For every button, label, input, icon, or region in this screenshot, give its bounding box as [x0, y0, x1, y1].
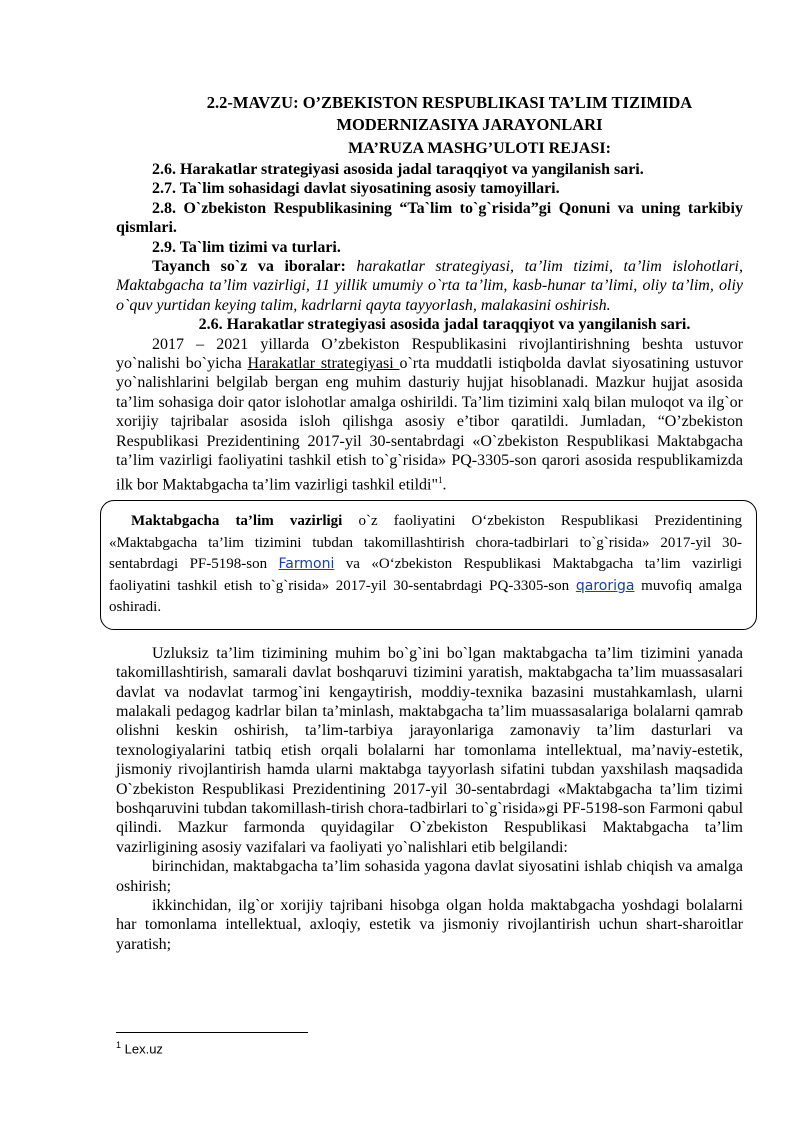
- footnote-divider: [116, 1032, 308, 1033]
- paragraph-3: birinchidan, maktabgacha ta’lim sohasida yagona davlat siyosatini ishlab chiqish va amalga oshirish;: [116, 858, 743, 895]
- footnote-ref[interactable]: 1: [438, 474, 443, 485]
- keywords-label: Tayanch so`z va iboralar:: [152, 258, 346, 276]
- info-box-bold: Maktabgacha ta’lim vazirligi: [131, 513, 343, 530]
- paragraph-2: Uzluksiz ta’lim tizimining muhim bo`g`ini bo`lgan maktabgacha ta’lim tizimini yanada takomillashtirish, samarali davlat boshqaruvi tizimini yaratish, maktabgacha ta’lim muassasalari davlat va nodavlat tarmog`ini kengaytirish, moddiy-texnika bazasini mustahkamlash, ularni malakali pedagog kadrlar bilan ta’minlash, maktabgacha ta’lim muassasalariga bolalarni qamrab olishni keskin oshirish, ta’lim-tarbiya jarayonlariga zamonaviy ta’lim dasturlari va texnologiyalarini tatbiq etish orqali bolalarni har tomonlama intellektual, ma’naviy-estetik, jismoniy rivojlantirish hamda ularni maktabga tayyorlash sifatini tubdan yaxshilash maqsadida O`zbekiston Respublikasi Prezidentining 2017-yil 30-sentabrdagi «Maktabgacha ta’lim tizimi boshqaruvini tubdan takomillash-tirish chora-tadbirlari to`g`risida»gi PF-5198-son Farmoni qabul qilindi. Mazkur farmonda quyidagilar O`zbekiston Respublikasi Maktabgacha ta’lim vazirligining asosiy vazifalari va faoliyati yo`nalishlari etib belgilandi:: [116, 644, 744, 856]
- farmoni-link[interactable]: Farmoni: [278, 556, 335, 573]
- document-title: [116, 92, 743, 136]
- paragraph-4: ikkinchidan, ilg`or xorijiy tajribani hisobga olgan holda maktabgacha yoshdagi bolalarni har tomonlama intellektual, axloqiy, estetik va jismoniy rivojlantirish uchun shart-sharoitlar yaratish;: [116, 897, 743, 953]
- section-heading: 2.6. Harakatlar strategiyasi asosida jadal taraqqiyot va yangilanish sari.: [198, 316, 691, 334]
- keywords-text: harakatlar strategiyasi, ta’lim tizimi, ta’lim islohotlari, Maktabgacha ta’lim vazirligi, 11 yillik umumiy o`rta ta’lim, kasb-hunar ta’limi, oliy ta’lim, oliy o`quv yurtidan keying talim, kadrlarni qayta tayyorlash, malakasini oshirish.: [116, 258, 744, 314]
- plan-heading: MA’RUZA MASHG’ULOTI REJASI:: [348, 140, 611, 157]
- plan-item: 2.6. Harakatlar strategiyasi asosida jadal taraqqiyot va yangilanish sari.: [152, 161, 644, 178]
- document-page: [109, 92, 744, 954]
- paragraph-1: 2017 – 2021 yillarda O’zbekiston Respublikasini rivojlantirishning beshta ustuvor yo`nalishi bo`yicha Harakatlar strategiyasi o`rta muddatli istiqbolda davlat siyosatining ustuvor yo`nalishlarini belgilab bergan eng muhim dasturiy hujjat hisoblanadi. Mazkur hujjat asosida ta’lim sohasiga doir qator islohotlar amalga oshirildi. Ta’lim tizimini xalq bilan muloqot va ilg`or xorijiy tajribalar asosida isloh qilishga asosiy e’tibor qaratildi. Jumladan, “O’zbekiston Respublikasi Prezidentining 2017-yil 30-sentabrdagi «O`zbekiston Respublikasi Maktabgacha ta’lim vazirligi faoliyatini tashkil etish to`g`risida» PQ-3305-son qarori asosida respublikamizda ilk bor Maktabgacha ta’lim vazirligi tashkil etildi"$^1$.: [116, 335, 743, 493]
- plan-item: 2.9. Ta`lim tizimi va turlari.: [152, 238, 341, 256]
- plan-item: 2.7. Ta`lim sohasidagi davlat siyosatining asosiy tamoyillari.: [152, 180, 560, 198]
- qaroriga-link[interactable]: qaroriga: [575, 577, 635, 594]
- info-box: [100, 500, 757, 630]
- harakatlar-strategiyasi-link[interactable]: Harakatlar strategiyasi: [247, 355, 400, 373]
- plan-item: 2.8. O`zbekiston Respublikasining “Ta`lim to`g`risida”gi Qonuni va uning tarkibiy qismlari.: [116, 199, 743, 237]
- info-box-text: Maktabgacha ta’lim vazirligi o`z faoliyatini O‘zbekiston Respublikasi Prezidentining «Maktabgacha ta’lim tizimini tubdan takomillashtirish chora-tadbirlari to`g`risida» 2017-yil 30-sentabrdagi PF-5198-son Farmoni va «O‘zbekiston Respublikasi Maktabgacha ta’lim vazirligi faoliyatini tashkil etish to`g`risida» 2017-yil 30-sentabrdagi PQ-3305-son qaroriga muvofiq amalga oshiradi.: [109, 513, 742, 616]
- keywords-paragraph: [116, 257, 743, 315]
- title-line-1: 2.2-MAVZU: O’ZBEKISTON RESPUBLIKASI TA’LIM TIZIMIDA: [206, 93, 693, 112]
- footnote: $^1$ Lex.uz: [116, 1040, 163, 1057]
- title-line-2: MODERNIZASIYA JARAYONLARI: [336, 115, 603, 134]
